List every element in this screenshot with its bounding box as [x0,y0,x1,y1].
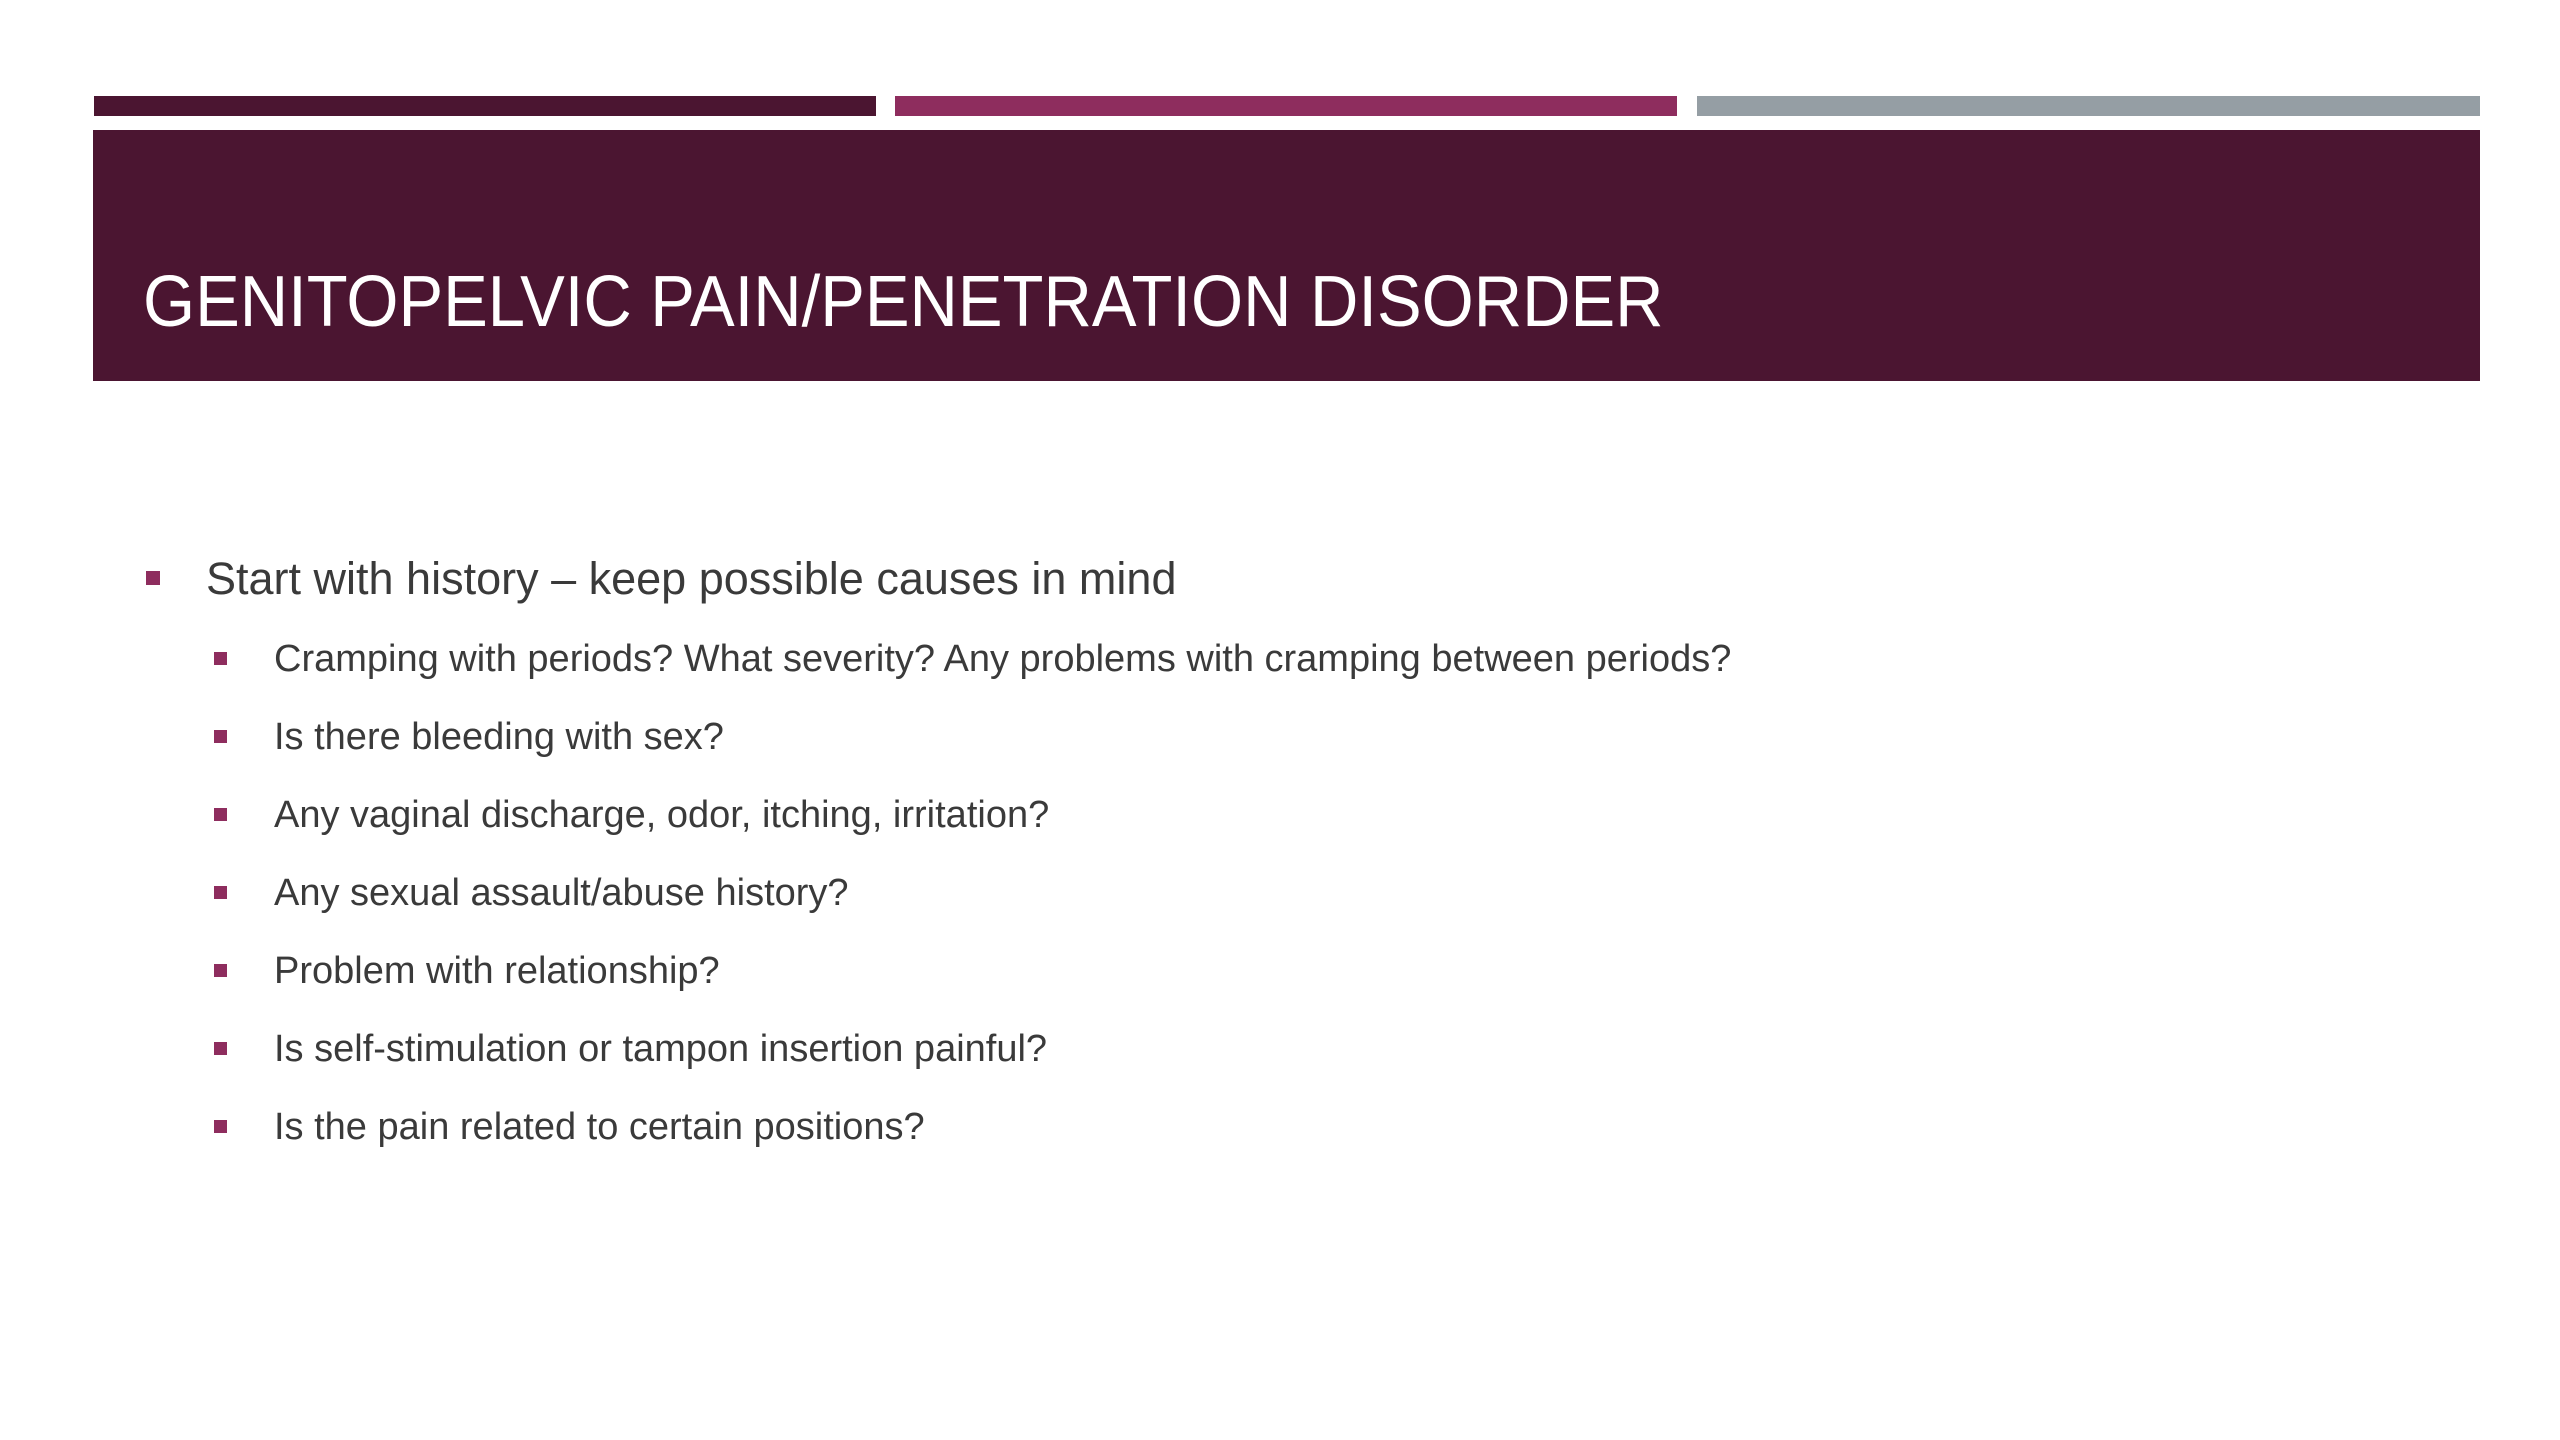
bullet-text: Start with history – keep possible causes in mind [206,553,1177,604]
square-bullet-icon [214,808,227,821]
accent-bar-gray [1697,96,2480,116]
square-bullet-icon [146,571,160,585]
sub-bullet-text: Is the pain related to certain positions? [274,1106,925,1148]
square-bullet-icon [214,1120,227,1133]
square-bullet-icon [214,730,227,743]
sub-bullet-text: Any sexual assault/abuse history? [274,872,849,914]
accent-bar-dark [94,96,876,116]
square-bullet-icon [214,1042,227,1055]
accent-bar-magenta [895,96,1677,116]
slide-title: GENITOPELVIC PAIN/PENETRATION DISORDER [143,262,1664,342]
title-band [93,130,2480,381]
sub-bullet-text: Is there bleeding with sex? [274,716,724,758]
square-bullet-icon [214,964,227,977]
sub-bullet-text: Cramping with periods? What severity? Any problems with cramping between periods? [274,638,1732,680]
square-bullet-icon [214,652,227,665]
sub-bullet-text: Any vaginal discharge, odor, itching, irritation? [274,794,1050,836]
sub-bullet-text: Problem with relationship? [274,950,720,992]
square-bullet-icon [214,886,227,899]
sub-bullet-text: Is self-stimulation or tampon insertion painful? [274,1028,1048,1070]
